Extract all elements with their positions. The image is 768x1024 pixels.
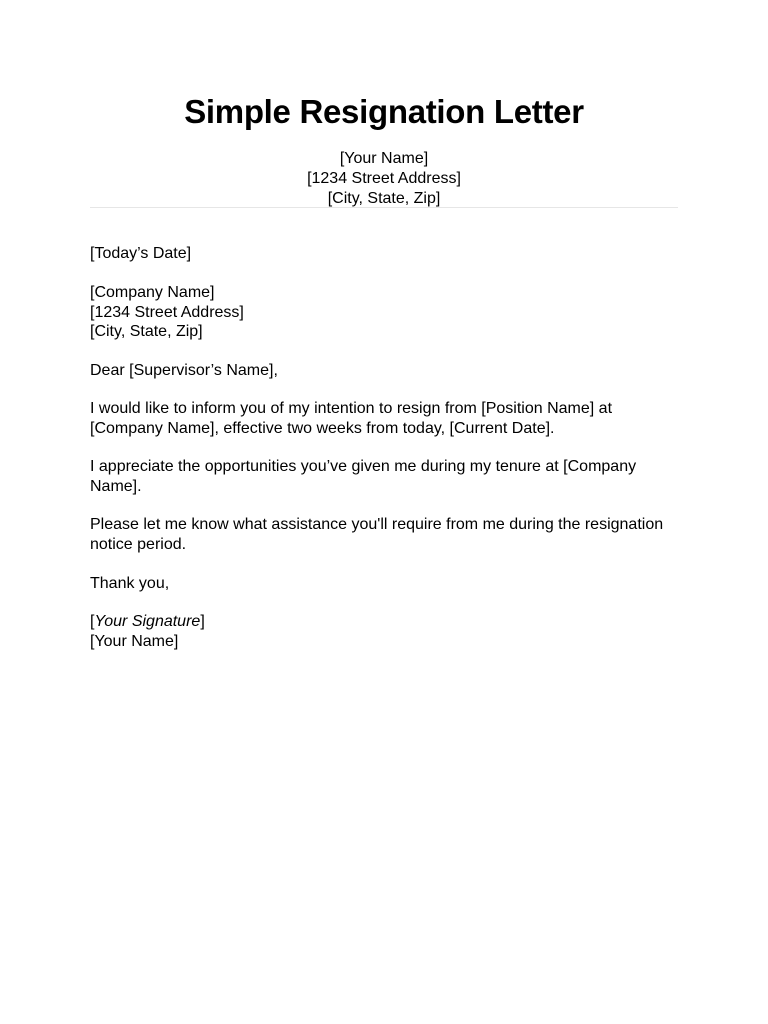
signature-close-bracket: ] xyxy=(200,613,205,630)
paragraph-line: Name]. xyxy=(90,477,142,495)
paragraph-appreciation xyxy=(90,457,690,496)
page-title: Simple Resignation Letter xyxy=(184,93,584,130)
recipient-company: [Company Name] xyxy=(90,284,215,301)
paragraph-line: I would like to inform you of my intention to resign from [Position Name] at xyxy=(90,400,613,417)
paragraph-line: notice period. xyxy=(90,535,187,553)
salutation-text: Dear [Supervisor’s Name], xyxy=(90,362,278,379)
signature-line xyxy=(90,612,690,632)
signature-open-bracket: [ xyxy=(90,613,95,630)
sender-name: [Your Name] xyxy=(339,150,429,167)
closing xyxy=(90,574,690,594)
letter-date xyxy=(90,244,690,264)
recipient-city: [City, State, Zip] xyxy=(90,323,203,340)
date-text: [Today’s Date] xyxy=(90,245,192,262)
header-divider xyxy=(90,207,678,208)
paragraph-line: I appreciate the opportunities you’ve given me during my tenure at [Company xyxy=(90,458,637,475)
paragraph-line: Please let me know what assistance you'll require from me during the resignation xyxy=(90,516,664,533)
recipient-block xyxy=(90,283,690,342)
closing-text: Thank you, xyxy=(90,575,170,592)
paragraph-line: [Company Name], effective two weeks from today, [Current Date]. xyxy=(90,419,555,437)
paragraph-intent xyxy=(90,399,690,438)
signature-text: Your Signature xyxy=(94,613,201,630)
recipient-address: [1234 Street Address] xyxy=(90,303,244,321)
paragraph-assistance xyxy=(90,515,690,554)
signature-block xyxy=(90,612,690,651)
sender-address: [1234 Street Address] xyxy=(307,170,461,187)
sender-block xyxy=(0,149,768,209)
signature-name: [Your Name] xyxy=(90,632,179,650)
salutation xyxy=(90,361,690,381)
sender-city: [City, State, Zip] xyxy=(327,190,441,207)
